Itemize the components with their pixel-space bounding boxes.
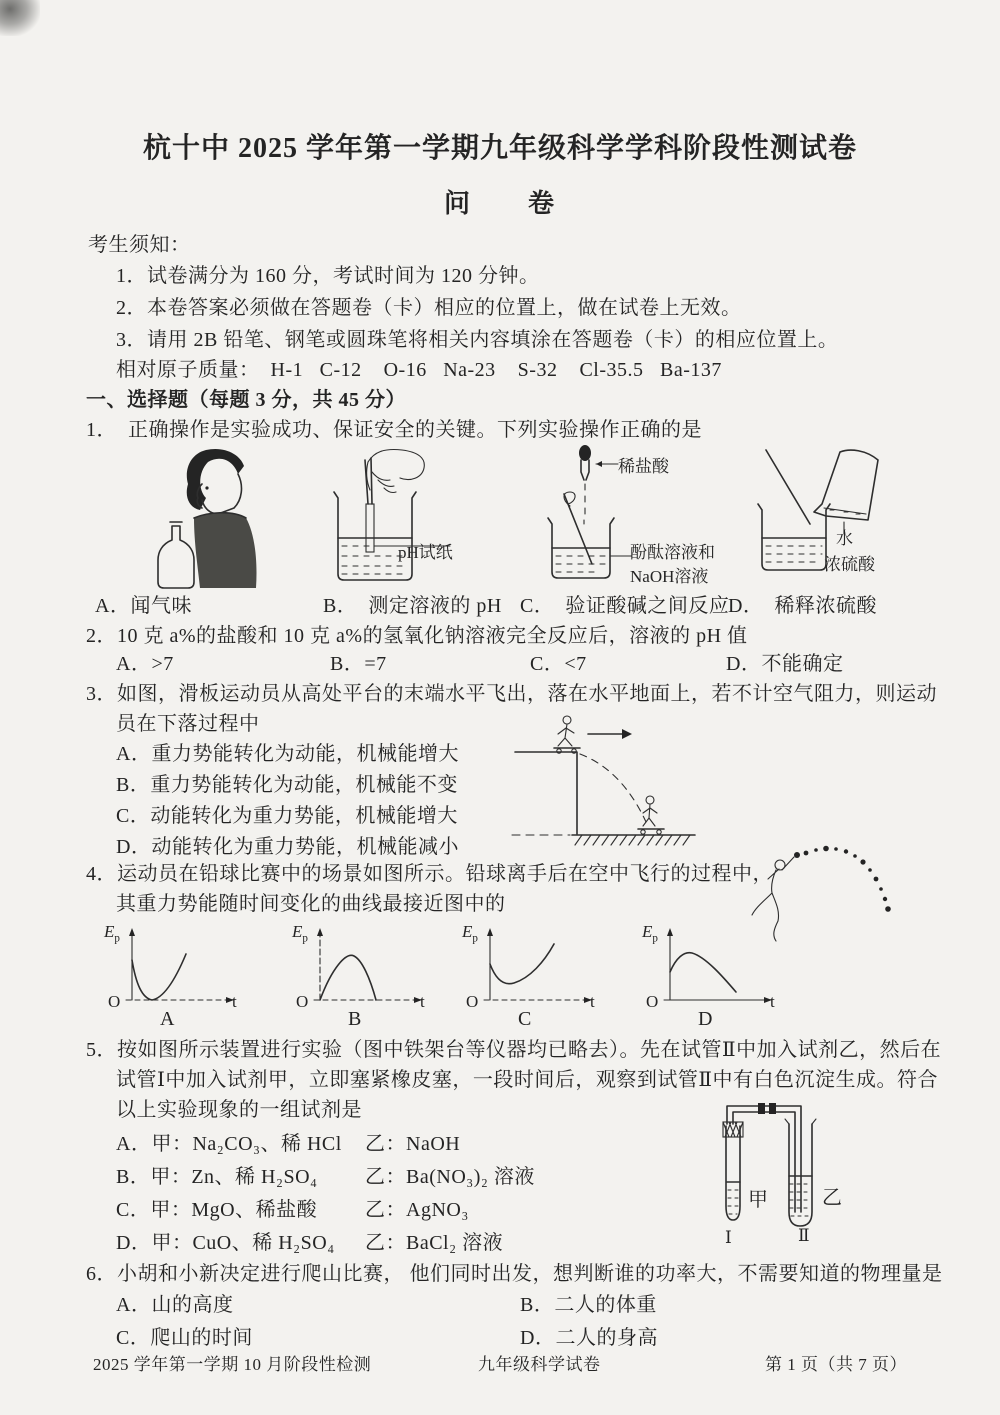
q1-option-c: C． 验证酸碱之间反应 <box>520 595 730 617</box>
q5-tube-yi-label: 乙 <box>822 1187 843 1209</box>
q3-option-d: D．动能转化为重力势能，机械能减小 <box>116 836 459 858</box>
notice-item-1: 1．试卷满分为 160 分，考试时间为 120 分钟。 <box>116 265 540 287</box>
q4-stem-line1: 4．运动员在铅球比赛中的场景如图所示。铅球离手后在空中飞行的过程中， <box>86 863 773 885</box>
q5-option-d-jia: D．甲：CuO、稀 H₂SO₄ <box>116 1232 335 1254</box>
q2-option-d: D．不能确定 <box>726 653 844 675</box>
q5-option-c-jia: C．甲：MgO、稀盐酸 <box>116 1199 318 1221</box>
q5-option-d-yi: 乙：BaCl₂ 溶液 <box>365 1232 504 1254</box>
q5-tube-jia-label: 甲 <box>748 1189 769 1211</box>
dilute-hcl-label: 稀盐酸 <box>618 457 669 476</box>
q1-figure-smelling-illustration <box>148 448 263 593</box>
q3-option-a: A．重力势能转化为动能，机械能增大 <box>116 743 459 765</box>
q4-graph-a-letter: A <box>160 1008 175 1030</box>
footer-page-number: 第 1 页（共 7 页） <box>765 1355 907 1374</box>
q4-graph-c-xlabel: t <box>590 992 595 1011</box>
q4-graph-b-origin: O <box>296 992 309 1011</box>
q4-graph-c-letter: C <box>518 1008 532 1030</box>
q4-graph-c-ylabel: $E_p$ <box>462 922 478 945</box>
q5-option-c-yi: 乙：AgNO₃ <box>365 1199 469 1221</box>
q6-option-a: A．山的高度 <box>116 1294 234 1316</box>
q4-graph-b-letter: B <box>348 1008 362 1030</box>
q4-graph-c-plot <box>468 926 598 1006</box>
q5-option-b-yi: 乙：Ba(NO₃)₂ 溶液 <box>365 1166 535 1188</box>
naoh-label: NaOH溶液 <box>630 567 709 586</box>
phenolphthalein-label: 酚酞溶液和 <box>630 543 715 562</box>
q4-graph-b-xlabel: t <box>420 992 425 1011</box>
q4-stem-line2: 其重力势能随时间变化的曲线最接近图中的 <box>116 893 506 915</box>
footer-paper-name: 九年级科学试卷 <box>478 1355 601 1374</box>
conc-acid-label: 浓硫酸 <box>824 555 875 574</box>
q3-option-c: C．动能转化为重力势能，机械能增大 <box>116 805 458 827</box>
q6-option-d: D．二人的身高 <box>520 1327 658 1349</box>
q4-graph-c <box>462 922 612 1034</box>
q4-graph-d-xlabel: t <box>770 992 775 1011</box>
notice-heading: 考生须知： <box>88 234 191 256</box>
q2-option-c: C．<7 <box>530 653 587 675</box>
notice-item-3: 3．请用 2B 铅笔、钢笔或圆珠笔将相关内容填涂在答题卷（卡）的相应位置上。 <box>116 329 839 351</box>
q4-graph-a-xlabel: t <box>232 992 237 1011</box>
water-label: 水 <box>836 529 853 548</box>
notice-item-2: 2．本卷答案必须做在答题卷（卡）相应的位置上，做在试卷上无效。 <box>116 297 742 319</box>
q4-graph-b-plot <box>298 926 428 1006</box>
atomic-masses: 相对原子质量： H-1 C-12 O-16 Na-23 S-32 Cl-35.5 Ba-137 <box>116 359 722 381</box>
q4-graph-d <box>642 922 792 1034</box>
q4-graph-c-origin: O <box>466 992 479 1011</box>
q4-graph-a <box>104 922 254 1034</box>
q4-graph-d-plot <box>648 926 778 1006</box>
q2-stem: 2．10 克 a%的盐酸和 10 克 a%的氢氧化钠溶液完全反应后，溶液的 pH 值 <box>86 625 748 647</box>
q3-stem-line1: 3．如图，滑板运动员从高处平台的末端水平飞出，落在水平地面上，若不计空气阻力，则运动 <box>86 683 937 705</box>
page-title: 杭十中 2025 学年第一学期九年级科学学科阶段性测试卷 <box>142 133 857 164</box>
ph-paper-label: pH试纸 <box>398 543 453 562</box>
q4-graph-d-ylabel: $E_p$ <box>642 922 658 945</box>
q5-option-a-jia: A．甲：Na₂CO₃、稀 HCl <box>116 1133 342 1155</box>
page-subtitle: 问 卷 <box>443 189 556 218</box>
q4-graph-a-origin: O <box>108 992 121 1011</box>
q4-graph-a-ylabel: $E_p$ <box>104 922 120 945</box>
q5-apparatus-illustration <box>710 1094 855 1249</box>
q3-stem-line2: 员在下落过程中 <box>116 713 260 735</box>
q5-stem-line1: 5．按如图所示装置进行实验（图中铁架台等仪器均已略去）。先在试管Ⅱ中加入试剂乙，然后在 <box>86 1039 942 1061</box>
q4-graph-b <box>292 922 442 1034</box>
q1-option-a: A．闻气味 <box>95 595 192 617</box>
q5-tube-one-label: Ⅰ <box>725 1228 732 1247</box>
q5-option-b-jia: B．甲：Zn、稀 H₂SO₄ <box>116 1166 318 1188</box>
q6-option-c: C．爬山的时间 <box>116 1327 253 1349</box>
section-heading: 一、选择题（每题 3 分，共 45 分） <box>86 389 406 411</box>
q3-option-b: B．重力势能转化为动能，机械能不变 <box>116 774 458 796</box>
q6-stem: 6．小胡和小新决定进行爬山比赛， 他们同时出发，想判断谁的功率大，不需要知道的物理量是 <box>86 1263 943 1285</box>
q2-option-b: B．=7 <box>330 653 387 675</box>
q4-graph-b-ylabel: $E_p$ <box>292 922 308 945</box>
scan-artifact-smudge <box>0 0 40 36</box>
q2-option-a: A．>7 <box>116 653 174 675</box>
q5-stem-line2: 试管Ⅰ中加入试剂甲，立即塞紧橡皮塞，一段时间后，观察到试管Ⅱ中有白色沉淀生成。符合 <box>116 1069 938 1091</box>
q1-option-b: B． 测定溶液的 pH <box>323 595 502 617</box>
q1-figure-ph-test-illustration <box>322 446 457 591</box>
q5-option-a-yi: 乙：NaOH <box>365 1133 461 1155</box>
footer-exam-name: 2025 学年第一学期 10 月阶段性检测 <box>93 1355 372 1374</box>
q5-tube-two-label: Ⅱ <box>798 1226 810 1245</box>
q3-figure-skateboard-illustration <box>510 712 705 850</box>
q4-graph-d-origin: O <box>646 992 659 1011</box>
q4-graph-a-plot <box>110 926 240 1006</box>
q1-stem: 1． 正确操作是实验成功、保证安全的关键。下列实验操作正确的是 <box>86 419 702 441</box>
q1-option-d: D． 稀释浓硫酸 <box>728 595 877 617</box>
q4-graph-d-letter: D <box>698 1008 713 1030</box>
q6-option-b: B．二人的体重 <box>520 1294 657 1316</box>
q5-stem-line3: 以上实验现象的一组试剂是 <box>116 1099 362 1121</box>
